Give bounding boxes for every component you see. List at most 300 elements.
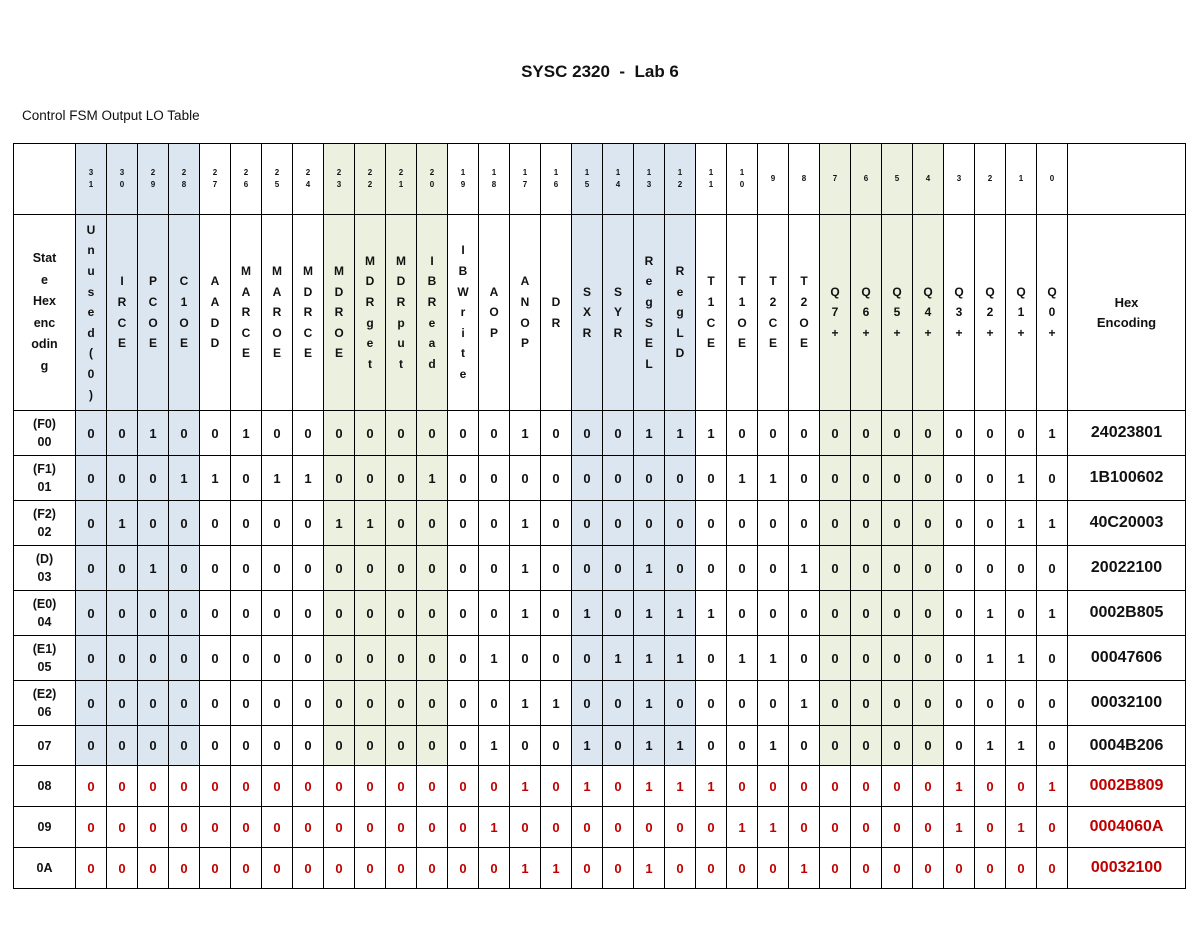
signal-char: + — [924, 325, 932, 340]
signal-char: R — [582, 325, 592, 340]
signal-name-cell — [76, 215, 107, 411]
bit-value-cell: 0 — [324, 766, 355, 807]
bit-value-cell: 0 — [169, 807, 200, 848]
bit-value-cell: 0 — [355, 591, 386, 636]
signal-char: C — [303, 325, 313, 340]
bit-number-cell — [479, 144, 510, 215]
bit-value-cell: 0 — [448, 766, 479, 807]
signal-name-cell — [603, 215, 634, 411]
signal-char: 0 — [1048, 305, 1056, 320]
bit-number-cell — [324, 144, 355, 215]
bit-value-cell: 0 — [107, 636, 138, 681]
state-cell — [14, 766, 76, 807]
bit-value-cell: 0 — [851, 456, 882, 501]
bit-value-cell: 0 — [448, 681, 479, 726]
bit-value-cell: 0 — [324, 636, 355, 681]
signal-char: Q — [985, 284, 995, 299]
bit-value-cell: 0 — [696, 807, 727, 848]
signal-char: 1 — [1017, 305, 1025, 320]
signal-name-cell — [882, 215, 913, 411]
bit-value-cell: 0 — [541, 766, 572, 807]
bit-value-cell: 0 — [231, 848, 262, 889]
signal-mdrget — [355, 251, 385, 375]
signal-char: ( — [89, 346, 93, 361]
bit-value-cell: 0 — [107, 726, 138, 766]
bit-value-cell: 0 — [758, 591, 789, 636]
signal-char: Q — [954, 284, 964, 299]
signal-char: R — [241, 305, 251, 320]
bit-value-cell: 0 — [200, 766, 231, 807]
bit-value-cell: 0 — [479, 591, 510, 636]
bit-value-cell: 0 — [882, 456, 913, 501]
bit-digit: 6 — [243, 180, 249, 189]
bit-digit: 5 — [584, 180, 590, 189]
state-label: 03 — [37, 570, 52, 584]
signal-char: N — [520, 294, 530, 309]
signal-char: O — [520, 315, 530, 330]
signal-t2oe — [789, 271, 819, 353]
signal-regld — [665, 261, 695, 364]
bit-value-cell: 0 — [448, 501, 479, 546]
bit-value-cell: 0 — [820, 726, 851, 766]
bit-number-cell — [634, 144, 665, 215]
signal-char: E — [737, 336, 746, 351]
bit-value-cell: 0 — [789, 636, 820, 681]
bit-value-cell: 0 — [293, 501, 324, 546]
bit-value-cell: 1 — [665, 726, 696, 766]
bit-value-cell: 1 — [479, 636, 510, 681]
signal-char: C — [148, 294, 158, 309]
bit-value-cell: 1 — [634, 766, 665, 807]
signal-char: P — [489, 325, 498, 340]
signal-q0- — [1037, 282, 1067, 344]
bit-number — [1006, 173, 1036, 185]
bit-digit: 1 — [88, 180, 94, 189]
bit-value-cell: 0 — [541, 807, 572, 848]
signal-char: R — [396, 294, 406, 309]
signal-char: 1 — [738, 294, 746, 309]
signal-char: D — [551, 294, 561, 309]
signal-char: R — [551, 315, 561, 330]
bit-value-cell: 0 — [231, 681, 262, 726]
bit-digit: 2 — [274, 168, 280, 177]
signal-char: u — [87, 264, 95, 279]
bit-value-cell: 1 — [541, 681, 572, 726]
bit-value-cell: 1 — [262, 456, 293, 501]
bit-value-cell: 1 — [138, 411, 169, 456]
bit-value-cell: 0 — [448, 807, 479, 848]
bit-digit: 2 — [677, 180, 683, 189]
signal-char: R — [334, 305, 344, 320]
signal-char: W — [457, 284, 469, 299]
bit-value-cell: 0 — [76, 411, 107, 456]
signal-sxr — [572, 282, 602, 344]
bit-value-cell: 0 — [417, 546, 448, 591]
bit-value-cell: 0 — [293, 546, 324, 591]
bit-value-cell: 0 — [1037, 636, 1068, 681]
signal-char: A — [210, 294, 220, 309]
signal-char: + — [862, 325, 870, 340]
signal-char: O — [272, 325, 282, 340]
bit-number-cell — [789, 144, 820, 215]
signal-char: 1 — [707, 294, 715, 309]
bit-value-cell: 0 — [913, 456, 944, 501]
bit-digit: 1 — [708, 168, 714, 177]
table-row — [14, 726, 1186, 766]
signal-regsel — [634, 251, 664, 375]
bit-value-cell: 0 — [820, 501, 851, 546]
bit-digit: 5 — [894, 174, 900, 183]
signal-char: C — [117, 315, 127, 330]
signal-char: i — [461, 325, 465, 340]
bit-value-cell: 0 — [386, 848, 417, 889]
bit-value-cell: 0 — [324, 411, 355, 456]
bit-value-cell: 0 — [138, 726, 169, 766]
signal-char: D — [210, 315, 220, 330]
bit-number — [138, 167, 168, 191]
bit-digit: 1 — [1018, 174, 1024, 183]
bit-value-cell: 0 — [138, 848, 169, 889]
state-label: (E2) — [32, 687, 57, 701]
bit-value-cell: 0 — [541, 456, 572, 501]
bit-value-cell: 0 — [262, 546, 293, 591]
bit-value-cell: 1 — [1006, 636, 1037, 681]
bit-value-cell: 1 — [1006, 726, 1037, 766]
bit-number-row — [14, 144, 1186, 215]
signal-char: B — [427, 274, 437, 289]
bit-value-cell: 1 — [634, 681, 665, 726]
bit-value-cell: 0 — [696, 546, 727, 591]
state-label: 01 — [37, 480, 52, 494]
signal-char: p — [397, 315, 405, 330]
bit-value-cell: 0 — [76, 636, 107, 681]
bit-digit: 2 — [305, 168, 311, 177]
bit-value-cell: 0 — [169, 591, 200, 636]
bit-value-cell: 0 — [448, 546, 479, 591]
signal-char: e — [366, 336, 374, 351]
signal-char: R — [272, 305, 282, 320]
signal-char: Y — [613, 305, 622, 320]
signal-char: E — [768, 336, 777, 351]
bit-value-cell: 0 — [262, 411, 293, 456]
signal-char: T — [800, 274, 808, 289]
state-label: (F1) — [33, 462, 56, 476]
signal-syr — [603, 282, 633, 344]
signal-char: t — [461, 346, 465, 361]
bit-number — [1037, 173, 1067, 185]
signal-ibread — [417, 251, 447, 375]
bit-value-cell: 1 — [789, 681, 820, 726]
signal-char: u — [397, 336, 405, 351]
bit-number-cell — [200, 144, 231, 215]
bit-number — [758, 173, 788, 185]
bit-value-cell: 0 — [727, 411, 758, 456]
signal-char: 2 — [769, 294, 777, 309]
bit-value-cell: 0 — [727, 848, 758, 889]
bit-value-cell: 0 — [417, 591, 448, 636]
bit-value-cell: 0 — [324, 456, 355, 501]
bit-value-cell: 0 — [944, 681, 975, 726]
bit-value-cell: 1 — [975, 636, 1006, 681]
bit-value-cell: 0 — [324, 591, 355, 636]
bit-value-cell: 0 — [107, 807, 138, 848]
state-cell — [14, 636, 76, 681]
bit-number — [727, 167, 757, 191]
signal-q6- — [851, 282, 881, 344]
hex-value-cell: 24023801 — [1068, 411, 1186, 456]
signal-q7- — [820, 282, 850, 344]
signal-name-cell — [386, 215, 417, 411]
bit-number — [386, 167, 416, 191]
bit-number-cell — [107, 144, 138, 215]
bit-value-cell: 0 — [76, 681, 107, 726]
bit-number — [107, 167, 137, 191]
bit-value-cell: 1 — [510, 501, 541, 546]
bit-number-cell — [76, 144, 107, 215]
bit-value-cell: 1 — [1037, 501, 1068, 546]
bit-number — [634, 167, 664, 191]
state-label: (E0) — [32, 597, 57, 611]
bit-value-cell: 0 — [324, 546, 355, 591]
bit-value-cell: 1 — [975, 591, 1006, 636]
bit-value-cell: 0 — [1037, 726, 1068, 766]
state-label: 02 — [37, 525, 52, 539]
bit-value-cell: 0 — [975, 456, 1006, 501]
bit-value-cell: 1 — [510, 591, 541, 636]
signal-char: 6 — [862, 305, 870, 320]
bit-value-cell: 1 — [758, 807, 789, 848]
bit-value-cell: 0 — [448, 456, 479, 501]
bit-value-cell: 0 — [169, 636, 200, 681]
signal-name-cell — [665, 215, 696, 411]
bit-value-cell: 0 — [76, 591, 107, 636]
bit-value-cell: 0 — [386, 411, 417, 456]
hex-value-cell: 0002B809 — [1068, 766, 1186, 807]
bit-value-cell: 0 — [324, 726, 355, 766]
bit-value-cell: 0 — [727, 501, 758, 546]
bit-value-cell: 0 — [293, 848, 324, 889]
hex-value-cell: 00032100 — [1068, 848, 1186, 889]
bit-value-cell: 0 — [386, 456, 417, 501]
bit-digit: 9 — [770, 174, 776, 183]
hex-header-line: Hex — [1114, 294, 1139, 310]
state-label: 00 — [37, 435, 52, 449]
signal-char: 0 — [87, 366, 95, 381]
bit-value-cell: 1 — [727, 456, 758, 501]
state-cell — [14, 591, 76, 636]
signal-char: L — [676, 325, 684, 340]
bit-value-cell: 1 — [665, 766, 696, 807]
bit-value-cell: 0 — [603, 681, 634, 726]
bit-digit: 1 — [522, 168, 528, 177]
bit-value-cell: 0 — [572, 681, 603, 726]
bit-value-cell: 1 — [758, 636, 789, 681]
bit-value-cell: 0 — [169, 848, 200, 889]
bit-value-cell: 0 — [448, 726, 479, 766]
bit-value-cell: 0 — [448, 848, 479, 889]
state-header-line: Hex — [33, 294, 56, 308]
bit-value-cell: 0 — [727, 591, 758, 636]
bit-number — [913, 173, 943, 185]
signal-char: E — [117, 336, 126, 351]
bit-value-cell: 0 — [1037, 456, 1068, 501]
bit-value-cell: 0 — [386, 681, 417, 726]
bit-value-cell: 1 — [479, 807, 510, 848]
signal-char: s — [87, 284, 95, 299]
bit-value-cell: 0 — [231, 456, 262, 501]
signal-char: 4 — [924, 305, 932, 320]
bit-value-cell: 1 — [1006, 807, 1037, 848]
signal-aop — [479, 282, 509, 344]
bit-number-cell — [510, 144, 541, 215]
bit-value-cell: 0 — [758, 766, 789, 807]
bit-value-cell: 0 — [727, 546, 758, 591]
signal-name-cell — [944, 215, 975, 411]
bit-value-cell: 0 — [355, 681, 386, 726]
bit-digit: 1 — [584, 168, 590, 177]
bit-value-cell: 0 — [913, 726, 944, 766]
bit-value-cell: 0 — [386, 636, 417, 681]
signal-char: S — [644, 315, 653, 330]
signal-name-row — [14, 215, 1186, 411]
bit-value-cell: 0 — [107, 766, 138, 807]
bit-value-cell: 0 — [727, 766, 758, 807]
bit-value-cell: 0 — [1006, 591, 1037, 636]
bit-value-cell: 0 — [200, 726, 231, 766]
bit-digit: 6 — [553, 180, 559, 189]
signal-name-cell — [696, 215, 727, 411]
signal-char: L — [645, 356, 653, 371]
bit-value-cell: 0 — [913, 766, 944, 807]
bit-value-cell: 0 — [603, 766, 634, 807]
bit-digit: 7 — [832, 174, 838, 183]
bit-value-cell: 0 — [789, 501, 820, 546]
bit-digit: 2 — [212, 168, 218, 177]
hex-value-cell: 00032100 — [1068, 681, 1186, 726]
signal-name-cell — [851, 215, 882, 411]
signal-q4- — [913, 282, 943, 344]
bit-digit: 1 — [739, 168, 745, 177]
bit-value-cell: 0 — [851, 726, 882, 766]
bit-value-cell: 1 — [665, 591, 696, 636]
control-fsm-output-table — [13, 143, 1186, 889]
bit-value-cell: 0 — [107, 456, 138, 501]
signal-char: a — [428, 336, 436, 351]
signal-char: O — [737, 315, 747, 330]
bit-value-cell: 1 — [417, 456, 448, 501]
bit-digit: 4 — [925, 174, 931, 183]
signal-char: n — [87, 243, 95, 258]
bit-value-cell: 0 — [820, 411, 851, 456]
state-cell — [14, 411, 76, 456]
bit-value-cell: 0 — [355, 411, 386, 456]
bit-number — [975, 173, 1005, 185]
bit-value-cell: 0 — [293, 766, 324, 807]
bit-value-cell: 0 — [200, 636, 231, 681]
signal-name-cell — [820, 215, 851, 411]
bit-value-cell: 0 — [572, 546, 603, 591]
signal-char: R — [303, 305, 313, 320]
bit-value-cell: 0 — [138, 591, 169, 636]
signal-name-cell — [355, 215, 386, 411]
bit-value-cell: 0 — [913, 501, 944, 546]
signal-char: I — [461, 243, 465, 258]
signal-char: E — [706, 336, 715, 351]
state-label: 08 — [37, 779, 52, 793]
bit-value-cell: 0 — [541, 411, 572, 456]
bit-digit: 3 — [956, 174, 962, 183]
bit-number-cell — [820, 144, 851, 215]
bit-value-cell: 1 — [634, 411, 665, 456]
bit-value-cell: 0 — [665, 546, 696, 591]
bit-value-cell: 0 — [820, 807, 851, 848]
signal-char: + — [893, 325, 901, 340]
bit-value-cell: 0 — [448, 636, 479, 681]
bit-value-cell: 0 — [975, 766, 1006, 807]
state-cell — [14, 456, 76, 501]
bit-value-cell: 0 — [882, 501, 913, 546]
state-header-line: e — [41, 272, 48, 287]
bit-value-cell: 1 — [727, 636, 758, 681]
signal-char: ) — [89, 387, 93, 402]
signal-char: Q — [830, 284, 840, 299]
bit-value-cell: 1 — [1037, 766, 1068, 807]
bit-digit: 8 — [491, 180, 497, 189]
signal-char: + — [831, 325, 839, 340]
bit-value-cell: 0 — [262, 591, 293, 636]
bit-digit: 9 — [150, 180, 156, 189]
signal-marce — [231, 261, 261, 364]
bit-value-cell: 0 — [975, 501, 1006, 546]
signal-name-cell — [1006, 215, 1037, 411]
bit-value-cell: 1 — [1037, 411, 1068, 456]
signal-name-cell — [727, 215, 758, 411]
bit-number-cell — [417, 144, 448, 215]
bit-value-cell: 0 — [262, 636, 293, 681]
bit-value-cell: 0 — [727, 681, 758, 726]
bit-value-cell: 1 — [324, 501, 355, 546]
bit-number — [665, 167, 695, 191]
bit-value-cell: 0 — [882, 636, 913, 681]
bit-value-cell: 1 — [758, 726, 789, 766]
bit-value-cell: 0 — [820, 591, 851, 636]
bit-value-cell: 0 — [138, 636, 169, 681]
bit-value-cell: 0 — [572, 411, 603, 456]
bit-value-cell: 0 — [572, 848, 603, 889]
signal-char: P — [148, 274, 157, 289]
bit-digit: 7 — [212, 180, 218, 189]
hex-value-cell: 0002B805 — [1068, 591, 1186, 636]
signal-mdrce — [293, 261, 323, 364]
bit-value-cell: 0 — [882, 546, 913, 591]
signal-char: S — [613, 284, 622, 299]
bit-value-cell: 0 — [138, 766, 169, 807]
bit-value-cell: 0 — [262, 766, 293, 807]
state-label: (F0) — [33, 417, 56, 431]
signal-char: C — [706, 315, 716, 330]
signal-char: C — [241, 325, 251, 340]
bit-digit: 7 — [522, 180, 528, 189]
bit-digit: 0 — [119, 180, 125, 189]
bit-value-cell: 0 — [789, 411, 820, 456]
signal-name-cell — [479, 215, 510, 411]
signal-char: O — [148, 315, 158, 330]
bit-value-cell: 1 — [665, 636, 696, 681]
signal-char: e — [428, 315, 436, 330]
bit-value-cell: 0 — [789, 807, 820, 848]
signal-char: R — [365, 294, 375, 309]
state-header-line: odin — [31, 337, 58, 351]
